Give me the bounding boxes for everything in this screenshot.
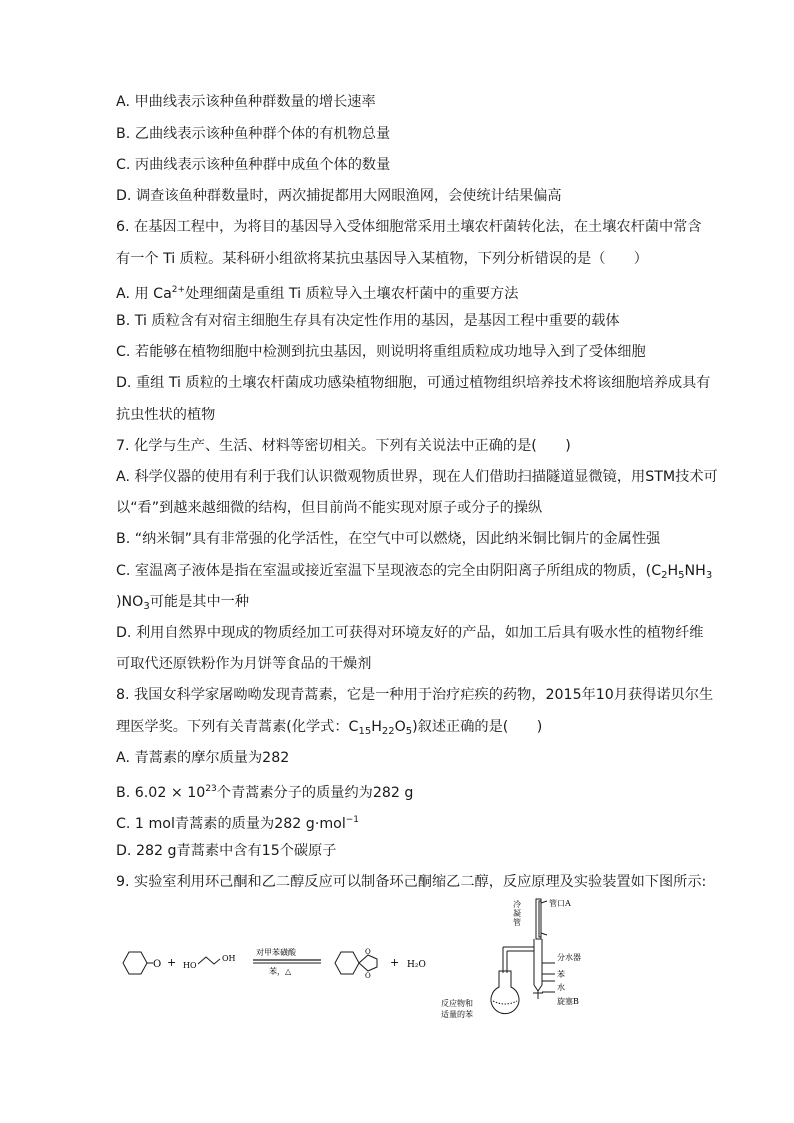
catalyst-label: 对甲苯磺酸 <box>256 948 296 957</box>
q8-c-sup: −1 <box>345 815 360 825</box>
separator-label: 分水器 <box>557 953 581 962</box>
q7-option-c-1 <box>116 562 712 585</box>
q8-option-a: A. 青蒿素的摩尔质量为282 <box>116 750 290 766</box>
reaction-plus-2: + <box>390 956 400 969</box>
conditions-label: 苯，△ <box>269 967 292 976</box>
cyclohexanone-structure <box>123 952 153 974</box>
q6-option-b: B. Ti 质粒含有对宿主细胞生存具有决定性作用的基因，是基因工程中重要的载体 <box>116 313 620 329</box>
reaction-plus-1: + <box>167 956 177 969</box>
condenser-label-3: 管 <box>513 918 521 927</box>
q8-option-d: D. 282 g青蒿素中含有15个碳原子 <box>116 843 337 859</box>
q7-c2-no: )NO <box>116 594 144 610</box>
apparatus-diagram <box>441 895 635 1025</box>
q8-b-sup: 23 <box>205 784 217 794</box>
valve-b-label: 旋塞B <box>557 997 579 1006</box>
q7-c2-text: 可能是其中一种 <box>149 594 250 610</box>
ethylene-glycol-ho: HO <box>183 961 197 970</box>
side-arm <box>503 947 534 973</box>
flask-label-2: 适量的苯 <box>441 1010 473 1019</box>
q6-a-text-2: 处理细菌是重组 Ti 质粒导入土壤农杆菌中的重要方法 <box>185 286 519 302</box>
q7-c-sub-2: 5 <box>678 570 685 581</box>
q6-option-a <box>116 281 518 303</box>
water-label: 水 <box>557 983 565 992</box>
ketal-o-top: O <box>365 948 371 956</box>
q7-stem: 7. 化学与生产、生活、材料等密切相关。下列有关说法中正确的是( ) <box>116 438 571 454</box>
q7-c-sub-3: 3 <box>705 570 713 581</box>
benzene-label: 苯 <box>557 970 565 979</box>
reaction-scheme <box>115 935 435 995</box>
q7-option-d-2: 可取代还原铁粉作为月饼等食品的干燥剂 <box>116 656 372 672</box>
option-a: A. 甲曲线表示该种鱼种群数量的增长速率 <box>116 94 376 110</box>
q8-option-c <box>116 811 359 833</box>
q7-c2-sub: 3 <box>143 601 150 612</box>
condenser-label-1: 冷 <box>513 900 521 909</box>
q7-c-text: C. 室温离子液体是指在室温或接近室温下呈现液态的完全由阴阳离子所组成的物质，(C <box>116 563 662 579</box>
option-d: D. 调查该鱼种群数量时，两次捕捉都用大网眼渔网，会使统计结果偏高 <box>116 188 562 204</box>
water-separator <box>533 939 555 999</box>
q6-a-sup: 2+ <box>171 285 186 295</box>
q8-b-text-1: B. 6.02 × 10 <box>116 785 206 801</box>
q8-h: H <box>371 719 382 735</box>
q8-c-text: C. 1 mol青蒿素的质量为282 g·mol <box>116 816 346 832</box>
option-b: B. 乙曲线表示该种鱼种群个体的有机物总量 <box>116 126 391 142</box>
flask-label-1: 反应物和 <box>441 999 473 1008</box>
q7-option-a-2: 以“看”到越来越细微的结构，但目前尚不能实现对原子或分子的操纵 <box>116 500 543 516</box>
q8-sub-3: 5 <box>405 726 413 737</box>
q6-option-c: C. 若能够在植物细胞中检测到抗虫基因，则说明将重组质粒成功地导入到了受体细胞 <box>116 344 646 360</box>
q8-sub-2: 22 <box>381 726 395 737</box>
q6-option-d-2: 抗虫性状的植物 <box>116 407 216 423</box>
condenser-tube <box>536 899 547 939</box>
condenser-label-2: 凝 <box>513 909 521 918</box>
q8-stem-text: 理医学奖。下列有关青蒿素(化学式：C <box>116 719 359 735</box>
q7-option-a-1: A. 科学仪器的使用有利于我们认识微观物质世界，现在人们借助扫描隧道显微镜，用STM技术可 <box>116 469 718 485</box>
q7-c-nh: NH <box>684 563 706 579</box>
q6-option-d-1: D. 重组 Ti 质粒的土壤农杆菌成功感染植物细胞，可通过植物组织培养技术将该细胞培养成具有 <box>116 375 711 391</box>
q9-stem: 9. 实验室利用环己酮和乙二醇反应可以制备环己酮缩乙二醇，反应原理及实验装置如下图所示: <box>116 874 707 890</box>
q7-option-b: B. “纳米铜”具有非常强的化学活性，在空气中可以燃烧，因此纳米铜比铜片的金属性强 <box>116 531 661 547</box>
option-c: C. 丙曲线表示该种鱼种群中成鱼个体的数量 <box>116 157 391 173</box>
ethylene-glycol-oh: OH <box>222 954 236 963</box>
round-bottom-flask <box>491 971 519 1014</box>
q8-stem-end: )叙述正确的是( ) <box>412 719 543 735</box>
ethylene-glycol-chain <box>198 957 220 964</box>
q8-option-b <box>116 780 413 802</box>
q8-stem-2 <box>116 718 542 741</box>
q6-a-text-1: A. 用 Ca <box>116 286 172 302</box>
q7-option-d-1: D. 利用自然界中现成的物质经加工可获得对环境友好的产品，如加工后具有吸水性的植物纤维 <box>116 625 704 641</box>
q8-sub-1: 15 <box>358 726 372 737</box>
q6-stem-1: 6. 在基因工程中，为将目的基因导入受体细胞常采用土壤农杆菌转化法，在土壤农杆菌中常含 <box>116 219 702 235</box>
q6-stem-2: 有一个 Ti 质粒。某科研小组欲将某抗虫基因导入某植物，下列分析错误的是（ ） <box>116 251 648 267</box>
q7-c-sub-1: 2 <box>661 570 668 581</box>
water-product: H₂O <box>407 960 426 970</box>
q8-b-text-2: 个青蒿素分子的质量约为282 g <box>216 785 414 801</box>
ketal-o-bottom: O <box>365 972 371 980</box>
q7-c-h: H <box>667 563 679 579</box>
cyclohexanone-o: O <box>153 959 162 970</box>
q8-stem-1: 8. 我国女科学家屠呦呦发现青蒿素，它是一种用于治疗疟疾的药物，2015年10月获得诺贝尔生 <box>116 687 714 703</box>
port-a-label: 管口A <box>549 899 571 908</box>
q8-o: O <box>394 719 406 735</box>
q7-option-c-2 <box>116 593 249 616</box>
